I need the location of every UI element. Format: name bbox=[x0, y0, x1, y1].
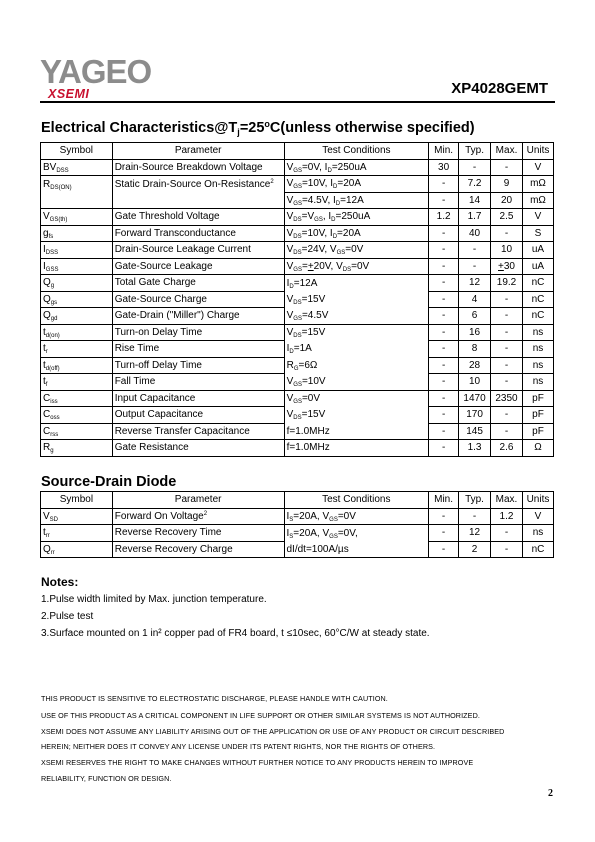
table-row bbox=[41, 159, 554, 176]
table-row bbox=[41, 440, 554, 457]
typ-cell: 10 bbox=[459, 374, 491, 391]
units-cell: pF bbox=[522, 407, 553, 424]
typ-cell: 14 bbox=[459, 192, 491, 209]
table-row bbox=[41, 176, 554, 193]
typ-cell: 1.7 bbox=[459, 209, 491, 226]
yageo-logo bbox=[40, 53, 152, 101]
parameter-cell: Rise Time bbox=[112, 341, 284, 358]
min-cell: - bbox=[429, 357, 459, 374]
conditions-cell: $I_S=20A$, $V_{GS}=0V$, bbox=[284, 525, 429, 542]
table-row bbox=[41, 324, 554, 341]
note-3: 3.Surface mounted on 1 in² copper pad of FR4 board, t ≤10sec, 60°C/W at steady state. bbox=[41, 628, 430, 639]
ec-title: Electrical $Characteristics@T_j=25^oC(unless$ otherwise specified) bbox=[41, 119, 475, 137]
col-min: Min. bbox=[429, 143, 459, 160]
min-cell: - bbox=[429, 525, 459, 542]
parameter-cell: Fall Time bbox=[112, 374, 284, 391]
logo-main-text: YAGEO bbox=[40, 53, 152, 90]
col-parameter: Parameter bbox=[112, 492, 284, 509]
max-cell: - bbox=[491, 374, 523, 391]
typ-cell: 4 bbox=[459, 291, 491, 308]
units-cell: ns bbox=[522, 324, 553, 341]
min-cell: - bbox=[429, 225, 459, 242]
disclaimer-line: XSEMI DOES NOT ASSUME ANY LIABILITY ARISING OUT OF THE APPLICATION OR USE OF ANY PRODUCT OR CIRCUIT DESCRIBED bbox=[41, 727, 505, 736]
conditions-cell: $V_{DS}=V_{GS}$, $I_D=250uA$ bbox=[284, 209, 429, 226]
min-cell: - bbox=[429, 440, 459, 457]
max-cell: - bbox=[491, 225, 523, 242]
max-cell: +30 bbox=[491, 258, 523, 275]
conditions-cell: $I_D=12A$ bbox=[284, 275, 429, 292]
min-cell: 30 bbox=[429, 159, 459, 176]
symbol-cell: $Q_{gd}$ bbox=[41, 308, 113, 325]
disclaimer-line: THIS PRODUCT IS SENSITIVE TO ELECTROSTATIC DISCHARGE, PLEASE HANDLE WITH CAUTION. bbox=[41, 694, 388, 703]
col-parameter: Parameter bbox=[112, 143, 284, 160]
units-cell: V bbox=[522, 508, 553, 525]
units-cell: S bbox=[522, 225, 553, 242]
table-row bbox=[41, 258, 554, 275]
symbol-cell: $R_{DS(ON)}$ bbox=[41, 176, 113, 193]
parameter-cell: Gate-Drain ("Miller") Charge bbox=[112, 308, 284, 325]
max-cell: 19.2 bbox=[491, 275, 523, 292]
max-cell: - bbox=[491, 541, 523, 558]
col-max: Max. bbox=[491, 492, 523, 509]
conditions-cell: $I_S=20A$, $V_{GS}=0V$ bbox=[284, 508, 429, 525]
max-cell: 1.2 bbox=[491, 508, 523, 525]
max-cell: 9 bbox=[491, 176, 523, 193]
max-cell: - bbox=[491, 357, 523, 374]
logo-sub-text: XSEMI bbox=[48, 87, 90, 101]
parameter-cell: Forward Transconductance bbox=[112, 225, 284, 242]
symbol-cell: $V_{SD}$ bbox=[41, 508, 113, 525]
col-typ: Typ. bbox=[459, 143, 491, 160]
typ-cell: 1.3 bbox=[459, 440, 491, 457]
min-cell: - bbox=[429, 275, 459, 292]
parameter-cell: Static Drain-Source On-Resistance$^2$ bbox=[112, 176, 284, 193]
conditions-cell: f=1.0MHz bbox=[284, 440, 429, 457]
conditions-cell: $V_{GS}=0V$, $I_D=250uA$ bbox=[284, 159, 429, 176]
col-max: Max. bbox=[491, 143, 523, 160]
table-row bbox=[41, 407, 554, 424]
symbol-cell: $Q_{rr}$ bbox=[41, 541, 113, 558]
col-symbol: Symbol bbox=[41, 143, 113, 160]
max-cell: - bbox=[491, 525, 523, 542]
table-header-row bbox=[41, 492, 554, 509]
typ-cell: 145 bbox=[459, 423, 491, 440]
parameter-cell: Turn-off Delay Time bbox=[112, 357, 284, 374]
conditions-cell: $R_G=6\Omega$ bbox=[284, 357, 429, 374]
sd-table bbox=[40, 491, 554, 558]
col-symbol: Symbol bbox=[41, 492, 113, 509]
table-row bbox=[41, 275, 554, 292]
symbol-cell: $t_{d(off)}$ bbox=[41, 357, 113, 374]
table-row bbox=[41, 525, 554, 542]
header-divider bbox=[40, 101, 555, 103]
min-cell: - bbox=[429, 192, 459, 209]
max-cell: - bbox=[491, 291, 523, 308]
units-cell: ns bbox=[522, 357, 553, 374]
conditions-cell: f=1.0MHz bbox=[284, 423, 429, 440]
max-cell: 2.5 bbox=[491, 209, 523, 226]
col-test-conditions: Test Conditions bbox=[284, 492, 429, 509]
typ-cell: 40 bbox=[459, 225, 491, 242]
notes-title: Notes: bbox=[41, 575, 79, 589]
table-row bbox=[41, 225, 554, 242]
table-row bbox=[41, 308, 554, 325]
symbol-cell: $I_{GSS}$ bbox=[41, 258, 113, 275]
parameter-cell: Reverse Recovery Time bbox=[112, 525, 284, 542]
disclaimer-line: USE OF THIS PRODUCT AS A CRITICAL COMPONENT IN LIFE SUPPORT OR OTHER SIMILAR SYSTEMS IS NOT AUTHORIZED. bbox=[41, 711, 480, 720]
col-units: Units bbox=[522, 492, 553, 509]
typ-cell: 2 bbox=[459, 541, 491, 558]
max-cell: - bbox=[491, 341, 523, 358]
parameter-cell: Reverse Transfer Capacitance bbox=[112, 423, 284, 440]
units-cell: V bbox=[522, 209, 553, 226]
typ-cell: 1470 bbox=[459, 390, 491, 407]
typ-cell: 12 bbox=[459, 275, 491, 292]
units-cell: pF bbox=[522, 423, 553, 440]
disclaimer-line: RELIABILITY, FUNCTION OR DESIGN. bbox=[41, 774, 172, 783]
units-cell: pF bbox=[522, 390, 553, 407]
symbol-cell: $Q_{gs}$ bbox=[41, 291, 113, 308]
parameter-cell: Total Gate Charge bbox=[112, 275, 284, 292]
conditions-cell: $V_{DS}=15V$ bbox=[284, 291, 429, 308]
max-cell: - bbox=[491, 407, 523, 424]
disclaimer-line: HEREIN; NEITHER DOES IT CONVEY ANY LICENSE UNDER ITS PATENT RIGHTS, NOR THE RIGHTS OF OTHERS. bbox=[41, 742, 436, 751]
symbol-cell: $BV_{DSS}$ bbox=[41, 159, 113, 176]
max-cell: - bbox=[491, 308, 523, 325]
col-typ: Typ. bbox=[459, 492, 491, 509]
min-cell: - bbox=[429, 308, 459, 325]
table-row bbox=[41, 209, 554, 226]
parameter-cell: Gate Threshold Voltage bbox=[112, 209, 284, 226]
min-cell: - bbox=[429, 176, 459, 193]
typ-cell: 28 bbox=[459, 357, 491, 374]
max-cell: - bbox=[491, 159, 523, 176]
typ-cell: - bbox=[459, 258, 491, 275]
units-cell: uA bbox=[522, 258, 553, 275]
disclaimer-line: XSEMI RESERVES THE RIGHT TO MAKE CHANGES WITHOUT FURTHER NOTICE TO ANY PRODUCTS HEREIN TO IMPROVE bbox=[41, 758, 474, 767]
parameter-cell: Gate-Source Charge bbox=[112, 291, 284, 308]
typ-cell: 6 bbox=[459, 308, 491, 325]
units-cell: nC bbox=[522, 275, 553, 292]
symbol-cell: $t_r$ bbox=[41, 341, 113, 358]
min-cell: - bbox=[429, 541, 459, 558]
conditions-cell: $V_{DS}=15V$ bbox=[284, 324, 429, 341]
symbol-cell: $I_{DSS}$ bbox=[41, 242, 113, 259]
units-cell: V bbox=[522, 159, 553, 176]
units-cell: nC bbox=[522, 291, 553, 308]
conditions-cell: $V_{DS}=10V$, $I_D=20A$ bbox=[284, 225, 429, 242]
typ-cell: - bbox=[459, 242, 491, 259]
min-cell: 1.2 bbox=[429, 209, 459, 226]
symbol-cell: $Q_g$ bbox=[41, 275, 113, 292]
units-cell: ns bbox=[522, 525, 553, 542]
conditions-cell: $V_{GS}=+20V$, $V_{DS}=0V$ bbox=[284, 258, 429, 275]
max-cell: - bbox=[491, 324, 523, 341]
note-2: 2.Pulse test bbox=[41, 611, 94, 622]
table-row bbox=[41, 341, 554, 358]
table-row bbox=[41, 357, 554, 374]
table-row bbox=[41, 291, 554, 308]
typ-cell: - bbox=[459, 159, 491, 176]
units-cell: mΩ bbox=[522, 176, 553, 193]
note-1: 1.Pulse width limited by Max. junction temperature. bbox=[41, 594, 267, 605]
units-cell: ns bbox=[522, 341, 553, 358]
symbol-cell bbox=[41, 192, 113, 209]
max-cell: 2350 bbox=[491, 390, 523, 407]
units-cell: nC bbox=[522, 541, 553, 558]
table-row bbox=[41, 192, 554, 209]
typ-cell: 16 bbox=[459, 324, 491, 341]
min-cell: - bbox=[429, 341, 459, 358]
units-cell: mΩ bbox=[522, 192, 553, 209]
min-cell: - bbox=[429, 390, 459, 407]
conditions-cell: $I_D=1A$ bbox=[284, 341, 429, 358]
table-row bbox=[41, 508, 554, 525]
parameter-cell: Gate-Source Leakage bbox=[112, 258, 284, 275]
parameter-cell: Turn-on Delay Time bbox=[112, 324, 284, 341]
symbol-cell: $C_{iss}$ bbox=[41, 390, 113, 407]
units-cell: ns bbox=[522, 374, 553, 391]
symbol-cell: $R_g$ bbox=[41, 440, 113, 457]
max-cell: - bbox=[491, 423, 523, 440]
symbol-cell: $C_{rss}$ bbox=[41, 423, 113, 440]
typ-cell: 8 bbox=[459, 341, 491, 358]
symbol-cell: $t_{rr}$ bbox=[41, 525, 113, 542]
min-cell: - bbox=[429, 242, 459, 259]
typ-cell: 12 bbox=[459, 525, 491, 542]
min-cell: - bbox=[429, 324, 459, 341]
min-cell: - bbox=[429, 258, 459, 275]
symbol-cell: $g_{fs}$ bbox=[41, 225, 113, 242]
parameter-cell: Input Capacitance bbox=[112, 390, 284, 407]
min-cell: - bbox=[429, 508, 459, 525]
units-cell: uA bbox=[522, 242, 553, 259]
parameter-cell: Output Capacitance bbox=[112, 407, 284, 424]
col-test-conditions: Test Conditions bbox=[284, 143, 429, 160]
units-cell: nC bbox=[522, 308, 553, 325]
symbol-cell: $C_{oss}$ bbox=[41, 407, 113, 424]
typ-cell: - bbox=[459, 508, 491, 525]
parameter-cell: Gate Resistance bbox=[112, 440, 284, 457]
min-cell: - bbox=[429, 407, 459, 424]
symbol-cell: $t_{d(on)}$ bbox=[41, 324, 113, 341]
symbol-cell: $t_f$ bbox=[41, 374, 113, 391]
table-row bbox=[41, 541, 554, 558]
conditions-cell: $V_{GS}=10V$ bbox=[284, 374, 429, 391]
max-cell: 20 bbox=[491, 192, 523, 209]
units-cell: Ω bbox=[522, 440, 553, 457]
page-number: 2 bbox=[548, 788, 553, 799]
table-header-row bbox=[41, 143, 554, 160]
table-row bbox=[41, 423, 554, 440]
conditions-cell: $V_{GS}=10V$, $I_D=20A$ bbox=[284, 176, 429, 193]
conditions-cell: dI/dt=100A/µs bbox=[284, 541, 429, 558]
sd-title: Source-Drain Diode bbox=[41, 474, 177, 490]
min-cell: - bbox=[429, 374, 459, 391]
conditions-cell: $V_{GS}=4.5V$, $I_D=12A$ bbox=[284, 192, 429, 209]
part-number: XP4028GEMT bbox=[451, 80, 548, 97]
max-cell: 2.6 bbox=[491, 440, 523, 457]
conditions-cell: $V_{GS}=4.5V$ bbox=[284, 308, 429, 325]
min-cell: - bbox=[429, 423, 459, 440]
symbol-cell: $V_{GS(th)}$ bbox=[41, 209, 113, 226]
typ-cell: 170 bbox=[459, 407, 491, 424]
conditions-cell: $V_{DS}=15V$ bbox=[284, 407, 429, 424]
table-row bbox=[41, 242, 554, 259]
parameter-cell: Drain-Source Breakdown Voltage bbox=[112, 159, 284, 176]
conditions-cell: $V_{DS}=24V$, $V_{GS}=0V$ bbox=[284, 242, 429, 259]
parameter-cell: Forward On Voltage$^2$ bbox=[112, 508, 284, 525]
conditions-cell: $V_{GS}=0V$ bbox=[284, 390, 429, 407]
parameter-cell: Drain-Source Leakage Current bbox=[112, 242, 284, 259]
table-row bbox=[41, 374, 554, 391]
ec-table bbox=[40, 142, 554, 457]
col-min: Min. bbox=[429, 492, 459, 509]
parameter-cell bbox=[112, 192, 284, 209]
table-row bbox=[41, 390, 554, 407]
max-cell: 10 bbox=[491, 242, 523, 259]
min-cell: - bbox=[429, 291, 459, 308]
parameter-cell: Reverse Recovery Charge bbox=[112, 541, 284, 558]
typ-cell: 7.2 bbox=[459, 176, 491, 193]
col-units: Units bbox=[522, 143, 553, 160]
